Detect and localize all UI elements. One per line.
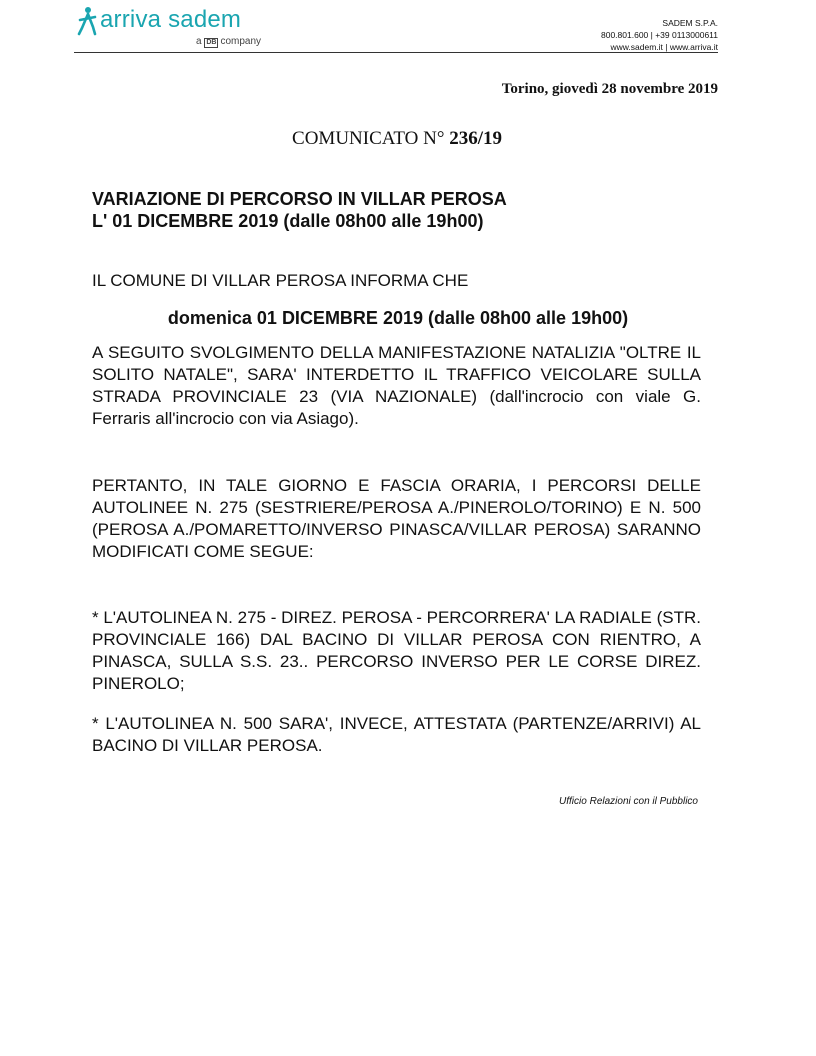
paragraph: A SEGUITO SVOLGIMENTO DELLA MANIFESTAZIONE NATALIZIA "OLTRE IL SOLITO NATALE", SARA' INTERDETTO IL TRAFFICO VEICOLARE SULLA STRADA PROVINCIALE 23 (VIA NAZIONALE) (dall'incrocio con viale G. Ferraris all'incrocio con via Asiago). — [92, 343, 701, 428]
event-date: domenica 01 DICEMBRE 2019 (dalle 08h00 alle 19h00) — [167, 308, 629, 328]
title-line-2: L' 01 DICEMBRE 2019 (dalle 08h00 alle 19h00) — [92, 211, 484, 231]
company-phone: 800.801.600 | +39 0113000611 — [601, 30, 718, 40]
logo-tagline-prefix: a — [196, 36, 202, 47]
company-info — [601, 17, 718, 53]
logo-wordmark: arriva sadem — [100, 6, 242, 33]
logo-tagline — [196, 36, 261, 48]
communique-id: 236/19 — [449, 128, 502, 149]
logo-tagline-suffix: company — [220, 36, 262, 47]
arriva-logo — [76, 6, 286, 50]
intro-text: IL COMUNE DI VILLAR PEROSA INFORMA CHE — [92, 271, 469, 290]
paragraph: PERTANTO, IN TALE GIORNO E FASCIA ORARIA, I PERCORSI DELLE AUTOLINEE N. 275 (SESTRIERE/PEROSA A./PINEROLO/TORINO) E N. 500 (PEROSA A./POMARETTO/INVERSO PINASCA/VILLAR PEROSA) SARANNO MODIFICATI COME SEGUE: — [92, 476, 701, 561]
arriva-figure-icon — [76, 6, 98, 36]
document-date: Torino, giovedì 28 novembre 2019 — [501, 81, 718, 97]
title-line-1: VARIAZIONE DI PERCORSO IN VILLAR PEROSA — [92, 189, 507, 209]
communique-prefix: COMUNICATO N° — [292, 128, 445, 149]
document-title — [92, 188, 507, 232]
db-badge: DB — [206, 39, 217, 46]
header-divider — [74, 52, 718, 53]
signature: Ufficio Relazioni con il Pubblico — [559, 796, 698, 807]
paragraph: * L'AUTOLINEA N. 275 - DIREZ. PEROSA - PERCORRERA' LA RADIALE (STR. PROVINCIALE 166) DAL BACINO DI VILLAR PEROSA CON RIENTRO, A PINASCA, SULLA S.S. 23.. PERCORSO INVERSO PER LE CORSE DIREZ. PINEROLO; — [92, 608, 701, 693]
company-website: www.sadem.it | www.arriva.it — [610, 42, 718, 52]
paragraph: * L'AUTOLINEA N. 500 SARA', INVECE, ATTESTATA (PARTENZE/ARRIVI) AL BACINO DI VILLAR PEROSA. — [92, 714, 701, 755]
communique-number — [0, 128, 794, 150]
company-name: SADEM S.P.A. — [662, 18, 718, 28]
